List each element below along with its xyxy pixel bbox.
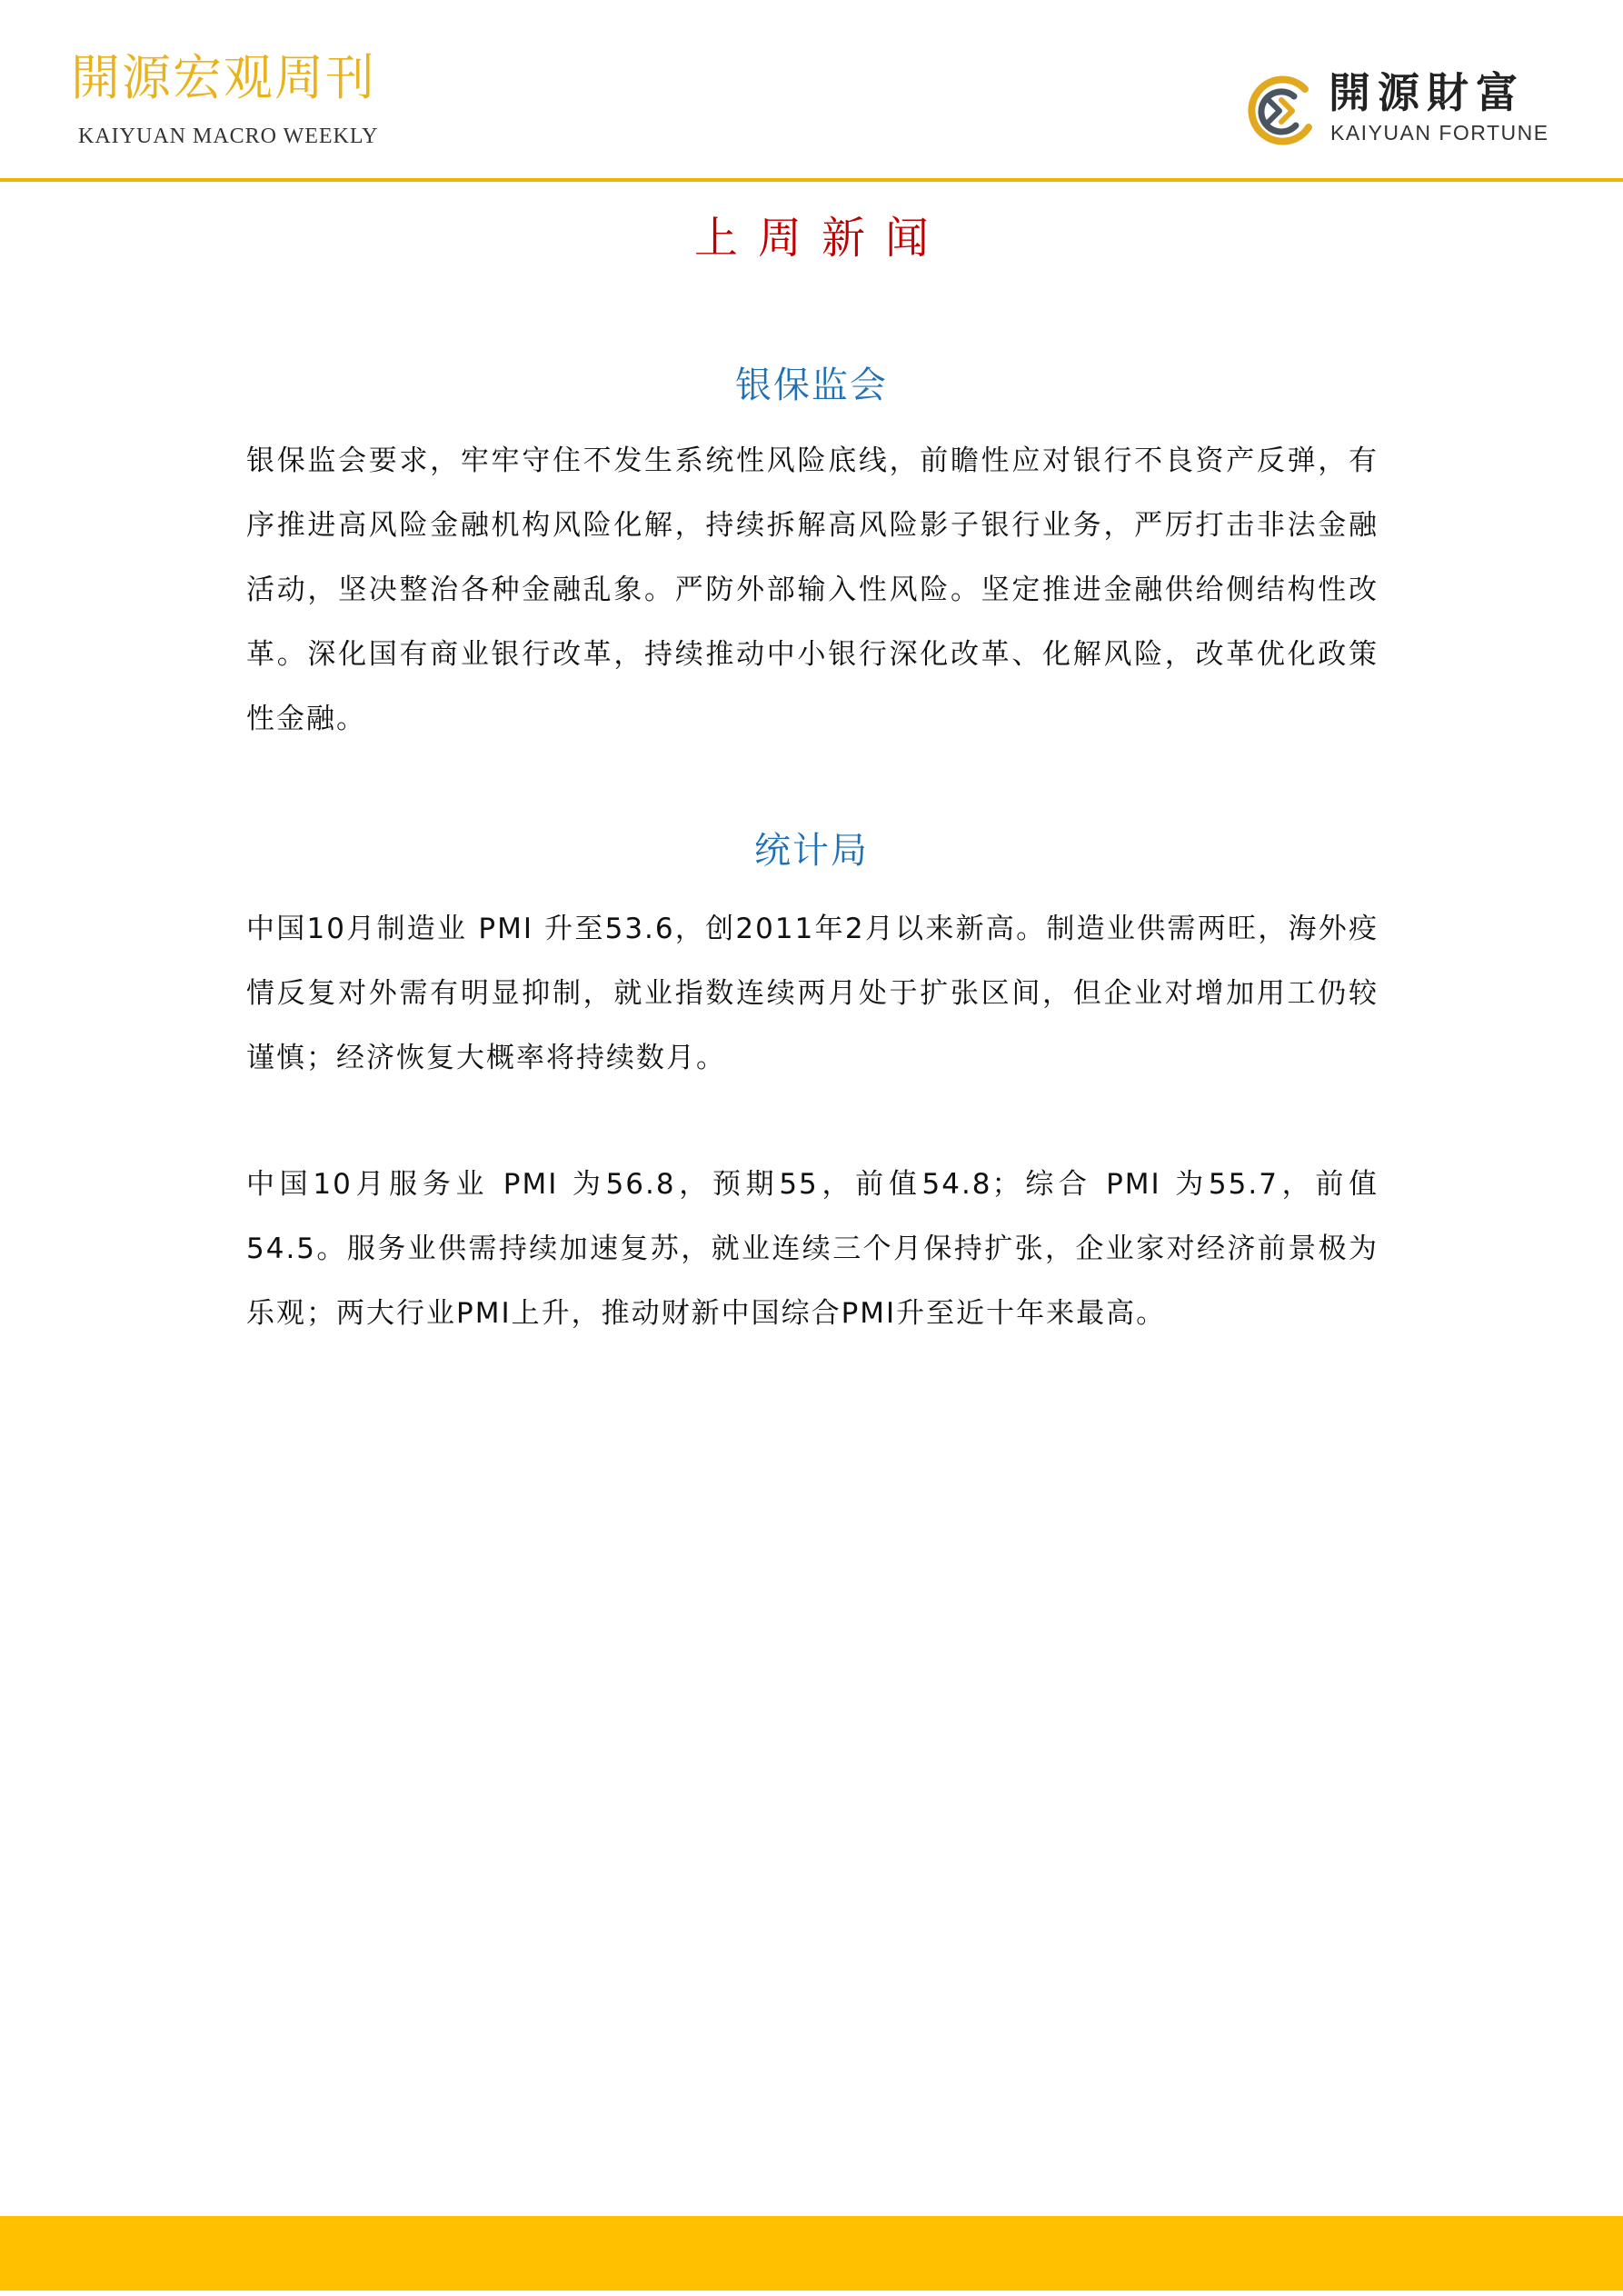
brand-block — [1241, 69, 1568, 151]
section-paragraph: 中国10月服务业 PMI 为56.8，预期55，前值54.8；综合 PMI 为55.7，前值54.5。服务业供需持续加速复苏，就业连续三个月保持扩张，企业家对经济前景极为乐观；两大行业PMI上升，推动财新中国综合PMI升至近十年来最高。 — [246, 1168, 1379, 1330]
section-heading-nbs: 统计局 — [754, 830, 869, 872]
brand-name-en: KAIYUAN FORTUNE — [1330, 121, 1549, 145]
section-paragraph: 银保监会要求，牢牢守住不发生系统性风险底线，前瞻性应对银行不良资产反弹，有序推进高风险金融机构风险化解，持续拆解高风险影子银行业务，严厉打击非法金融活动，坚决整治各种金融乱象。严防外部输入性风险。坚定推进金融供给侧结构性改革。深化国有商业银行改革，持续推动中小银行深化改革、化解风险，改革优化政策性金融。 — [246, 444, 1379, 735]
section-heading-cbirc: 银保监会 — [735, 364, 888, 406]
publication-subtitle: KAIYUAN MACRO WEEKLY — [78, 125, 379, 148]
page-header — [0, 0, 1623, 180]
section-paragraph: 中国10月制造业 PMI 升至53.6，创2011年2月以来新高。制造业供需两旺，海外疫情反复对外需有明显抑制，就业指数连续两月处于扩张区间，但企业对增加用工仍较谨慎；经济恢复大概率将持续数月。 — [246, 913, 1379, 1074]
kaiyuan-fortune-logo-icon — [1241, 73, 1318, 149]
footer-bar — [0, 2216, 1623, 2291]
brand-name-cn: 開源財富 — [1329, 68, 1525, 117]
header-divider — [0, 178, 1623, 182]
page-title: 上周新闻 — [693, 213, 949, 264]
publication-title: 開源宏观周刊 — [71, 49, 376, 106]
